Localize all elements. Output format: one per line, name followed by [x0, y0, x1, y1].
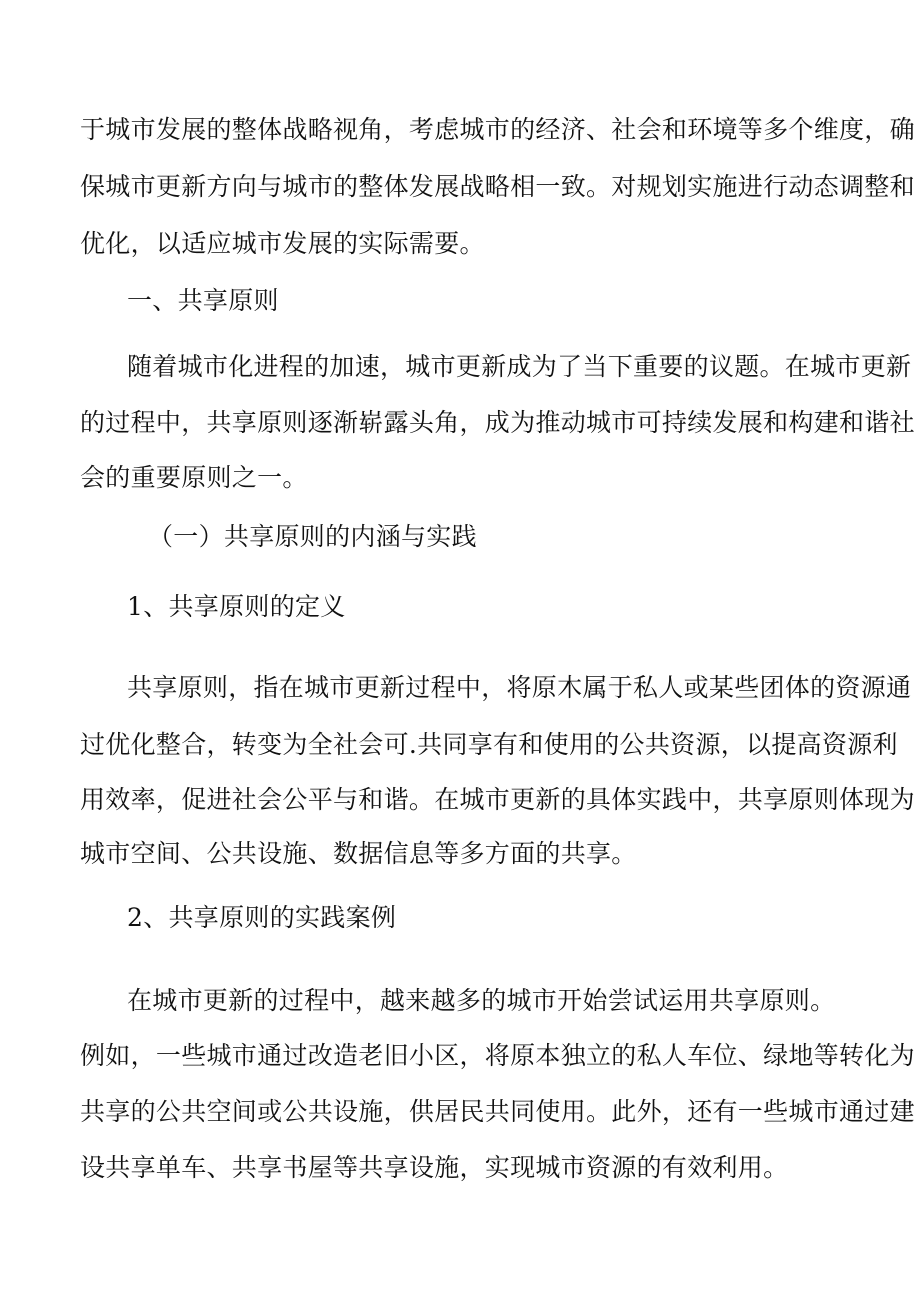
item2-heading: 2、共享原则的实践案例: [127, 903, 397, 932]
item2-paragraph-line-2: 例如，一些城市通过改造老旧小区，将原本独立的私人车位、绿地等转化为: [80, 1041, 915, 1070]
intro-paragraph-line-1: 于城市发展的整体战略视角，考虑城市的经济、社会和环境等多个维度，确: [80, 115, 915, 144]
section-paragraph-line-2: 的过程中，共享原则逐渐崭露头角，成为推动城市可持续发展和构建和谐社: [80, 408, 915, 437]
item1-paragraph-line-3: 用效率，促进社会公平与和谐。在城市更新的具体实践中，共享原则体现为: [80, 785, 915, 814]
intro-paragraph-line-2: 保城市更新方向与城市的整体发展战略相一致。对规划实施进行动态调整和: [80, 172, 915, 201]
item1-paragraph-line-4: 城市空间、公共设施、数据信息等多方面的共享。: [80, 839, 637, 868]
section-paragraph-line-1: 随着城市化进程的加速，城市更新成为了当下重要的议题。在城市更新: [127, 352, 912, 381]
item1-heading: 1、共享原则的定义: [127, 592, 346, 621]
item1-paragraph-line-1: 共享原则，指在城市更新过程中，将原木属于私人或某些团体的资源通: [127, 673, 912, 702]
section-heading: 一、共享原则: [127, 286, 279, 315]
intro-paragraph-line-3: 优化，以适应城市发展的实际需要。: [80, 229, 485, 258]
section-paragraph-line-3: 会的重要原则之一。: [80, 463, 308, 492]
subsection-heading: （一）共享原则的内涵与实践: [148, 522, 477, 551]
item1-paragraph-line-2: 过优化整合，转变为全社会可.共同享有和使用的公共资源，以提高资源利: [80, 730, 898, 759]
item2-paragraph-line-1: 在城市更新的过程中，越来越多的城市开始尝试运用共享原则。: [127, 986, 836, 1015]
item2-paragraph-line-4: 设共享单车、共享书屋等共享设施，实现城市资源的有效利用。: [80, 1153, 789, 1182]
item2-paragraph-line-3: 共享的公共空间或公共设施，供居民共同使用。此外，还有一些城市通过建: [80, 1097, 915, 1126]
